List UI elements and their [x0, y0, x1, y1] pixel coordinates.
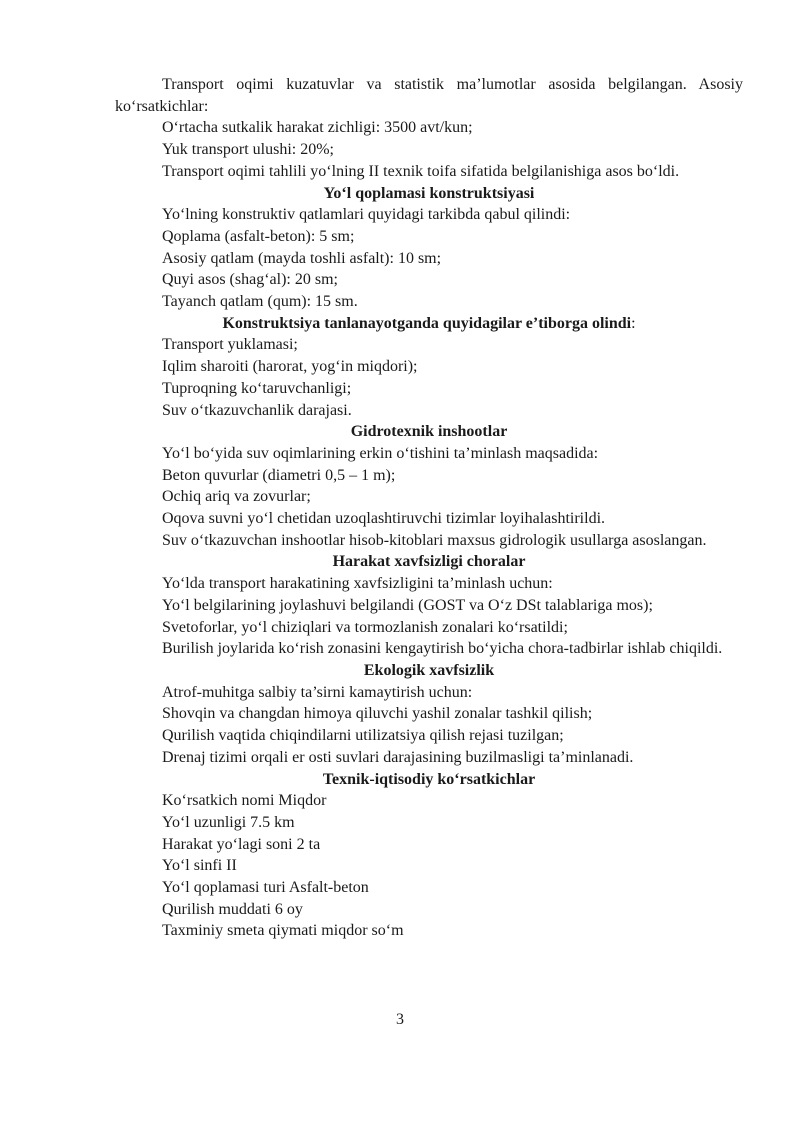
paragraph: Svetoforlar, yo‘l chiziqlari va tormozlanish zonalari ko‘rsatildi;	[162, 618, 568, 636]
paragraph: Asosiy qatlam (mayda toshli asfalt): 10 sm;	[162, 249, 442, 267]
paragraph: Drenaj tizimi orqali er osti suvlari darajasining buzilmasligi ta’minlanadi.	[162, 748, 634, 766]
paragraph: Shovqin va changdan himoya qiluvchi yashil zonalar tashkil qilish;	[162, 705, 593, 723]
paragraph: Taxminiy smeta qiymati miqdor so‘m	[162, 922, 404, 940]
paragraph: Yo‘l uzunligi 7.5 km	[162, 813, 295, 831]
paragraph: Tayanch qatlam (qum): 15 sm.	[162, 293, 358, 311]
paragraph: Yo‘l bo‘yida suv oqimlarining erkin o‘tishini ta’minlash maqsadida:	[162, 444, 599, 462]
paragraph: Quyi asos (shag‘al): 20 sm;	[162, 271, 338, 289]
section-heading: Gidrotexnik inshootlar	[350, 423, 508, 441]
paragraph: Ko‘rsatkich nomi Miqdor	[162, 792, 327, 810]
paragraph: Yuk transport ulushi: 20%;	[162, 141, 334, 159]
section-heading: Harakat xavfsizligi choralar	[332, 553, 526, 571]
paragraph: Oqova suvni yo‘l chetidan uzoqlashtiruvchi tizimlar loyihalashtirildi.	[162, 510, 606, 528]
paragraph: Burilish joylarida ko‘rish zonasini kengaytirish bo‘yicha chora-tadbirlar ishlab chiqildi.	[162, 640, 723, 658]
paragraph: Qurilish muddati 6 oy	[162, 900, 303, 918]
paragraph: Tuproqning ko‘taruvchanligi;	[162, 379, 352, 397]
paragraph: O‘rtacha sutkalik harakat zichligi: 3500 avt/kun;	[162, 119, 473, 137]
section-heading: Ekologik xavfsizlik	[363, 661, 495, 679]
section-heading: Texnik-iqtisodiy ko‘rsatkichlar	[322, 770, 536, 788]
paragraph: Transport oqimi tahlili yo‘lning II texnik toifa sifatida belgilanishiga asos bo‘ldi.	[162, 162, 680, 180]
paragraph: Atrof-muhitga salbiy ta’sirni kamaytirish uchun:	[162, 683, 473, 701]
paragraph: Yo‘l belgilarining joylashuvi belgilandi (GOST va O‘z DSt talablariga mos);	[162, 596, 653, 614]
page-number: 3	[396, 1011, 404, 1028]
paragraph: Yo‘l sinfi II	[162, 857, 237, 875]
subsection-heading-suffix: :	[631, 314, 636, 332]
paragraph: Suv o‘tkazuvchan inshootlar hisob-kitoblari maxsus gidrologik usullarga asoslangan.	[162, 531, 707, 549]
paragraph: Ochiq ariq va zovurlar;	[162, 488, 311, 506]
paragraph: Yo‘lning konstruktiv qatlamlari quyidagi tarkibda qabul qilindi:	[162, 206, 571, 224]
paragraph: Harakat yo‘lagi soni 2 ta	[162, 835, 321, 853]
paragraph: Transport oqimi kuzatuvlar va statistik ma’lumotlar asosida belgilangan. Asosiy ko‘rsatkichlar:	[115, 76, 743, 115]
subsection-heading	[115, 313, 743, 335]
document-page	[115, 74, 743, 942]
paragraph: Beton quvurlar (diametri 0,5 – 1 m);	[162, 466, 396, 484]
paragraph: Yo‘l qoplamasi turi Asfalt-beton	[162, 879, 369, 897]
paragraph: Transport yuklamasi;	[162, 336, 298, 354]
paragraph: Qoplama (asfalt-beton): 5 sm;	[162, 227, 355, 245]
subsection-heading-text: Konstruktsiya tanlanayotganda quyidagilar e’tiborga olindi	[222, 314, 632, 332]
paragraph: Yo‘lda transport harakatining xavfsizligini ta’minlash uchun:	[162, 575, 553, 593]
paragraph: Qurilish vaqtida chiqindilarni utilizatsiya qilish rejasi tuzilgan;	[162, 727, 564, 745]
paragraph: Iqlim sharoiti (harorat, yog‘in miqdori);	[162, 358, 418, 376]
section-heading: Yo‘l qoplamasi konstruktsiyasi	[323, 184, 535, 202]
paragraph: Suv o‘tkazuvchanlik darajasi.	[162, 401, 352, 419]
